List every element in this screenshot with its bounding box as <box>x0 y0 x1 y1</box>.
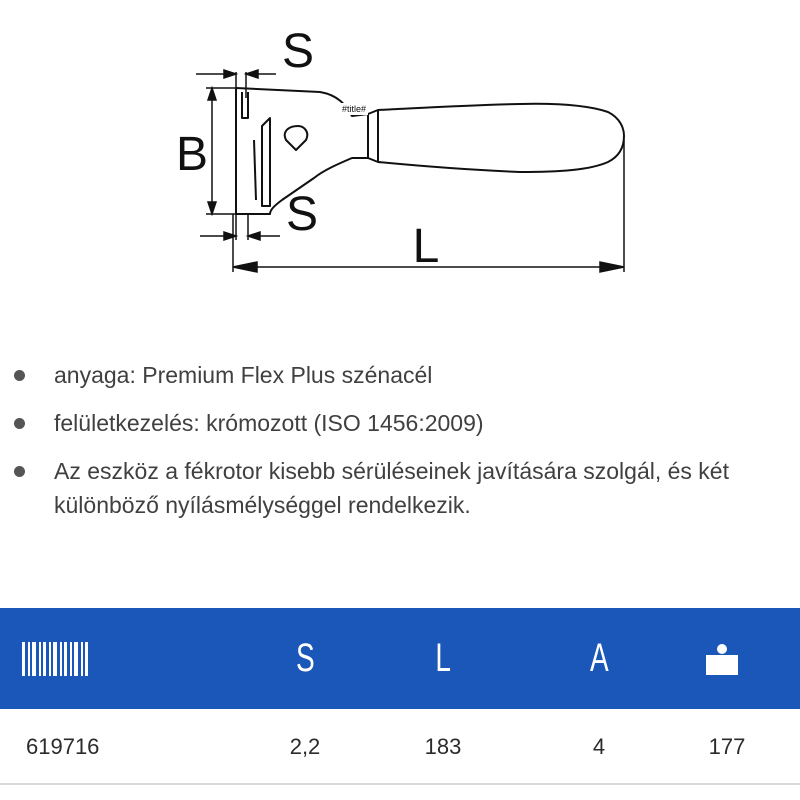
bullet-dot-icon <box>14 418 25 429</box>
tool-drawing <box>0 0 800 320</box>
heart-cut <box>285 126 308 150</box>
table-header <box>0 608 800 709</box>
column-header-a: A <box>589 636 609 680</box>
feature-item-material <box>0 358 800 392</box>
cell-s: 2,2 <box>289 734 321 759</box>
label-l: L <box>412 220 440 273</box>
table-row <box>0 709 800 785</box>
cell-weight: 177 <box>708 734 746 759</box>
spec-table <box>0 608 800 785</box>
column-header-s: S <box>295 636 315 680</box>
feature-text: felületkezelés: krómozott (ISO 1456:2009) <box>54 410 484 436</box>
cell-a: 4 <box>592 734 606 759</box>
weight-icon <box>692 608 752 709</box>
tool-handle <box>378 104 624 172</box>
feature-text: anyaga: Premium Flex Plus szénacél <box>54 362 433 388</box>
bullet-dot-icon <box>14 466 25 477</box>
cell-l: 183 <box>424 734 462 759</box>
feature-text: Az eszköz a fékrotor kisebb sérüléseinek javítására szolgál, és két különböző nyílásmélységgel rendelkezik. <box>54 458 729 518</box>
label-b: B <box>175 128 209 181</box>
label-s-bottom: S <box>285 188 319 241</box>
label-s-top: S <box>281 25 315 78</box>
column-header-l: L <box>435 636 451 680</box>
drawing-tag: #title# <box>341 104 367 114</box>
feature-list <box>0 358 800 536</box>
cell-code: 619716 <box>26 734 100 759</box>
feature-item-finish <box>0 406 800 440</box>
barcode-icon <box>22 608 92 709</box>
bullet-dot-icon <box>14 370 25 381</box>
feature-item-description <box>0 454 800 522</box>
